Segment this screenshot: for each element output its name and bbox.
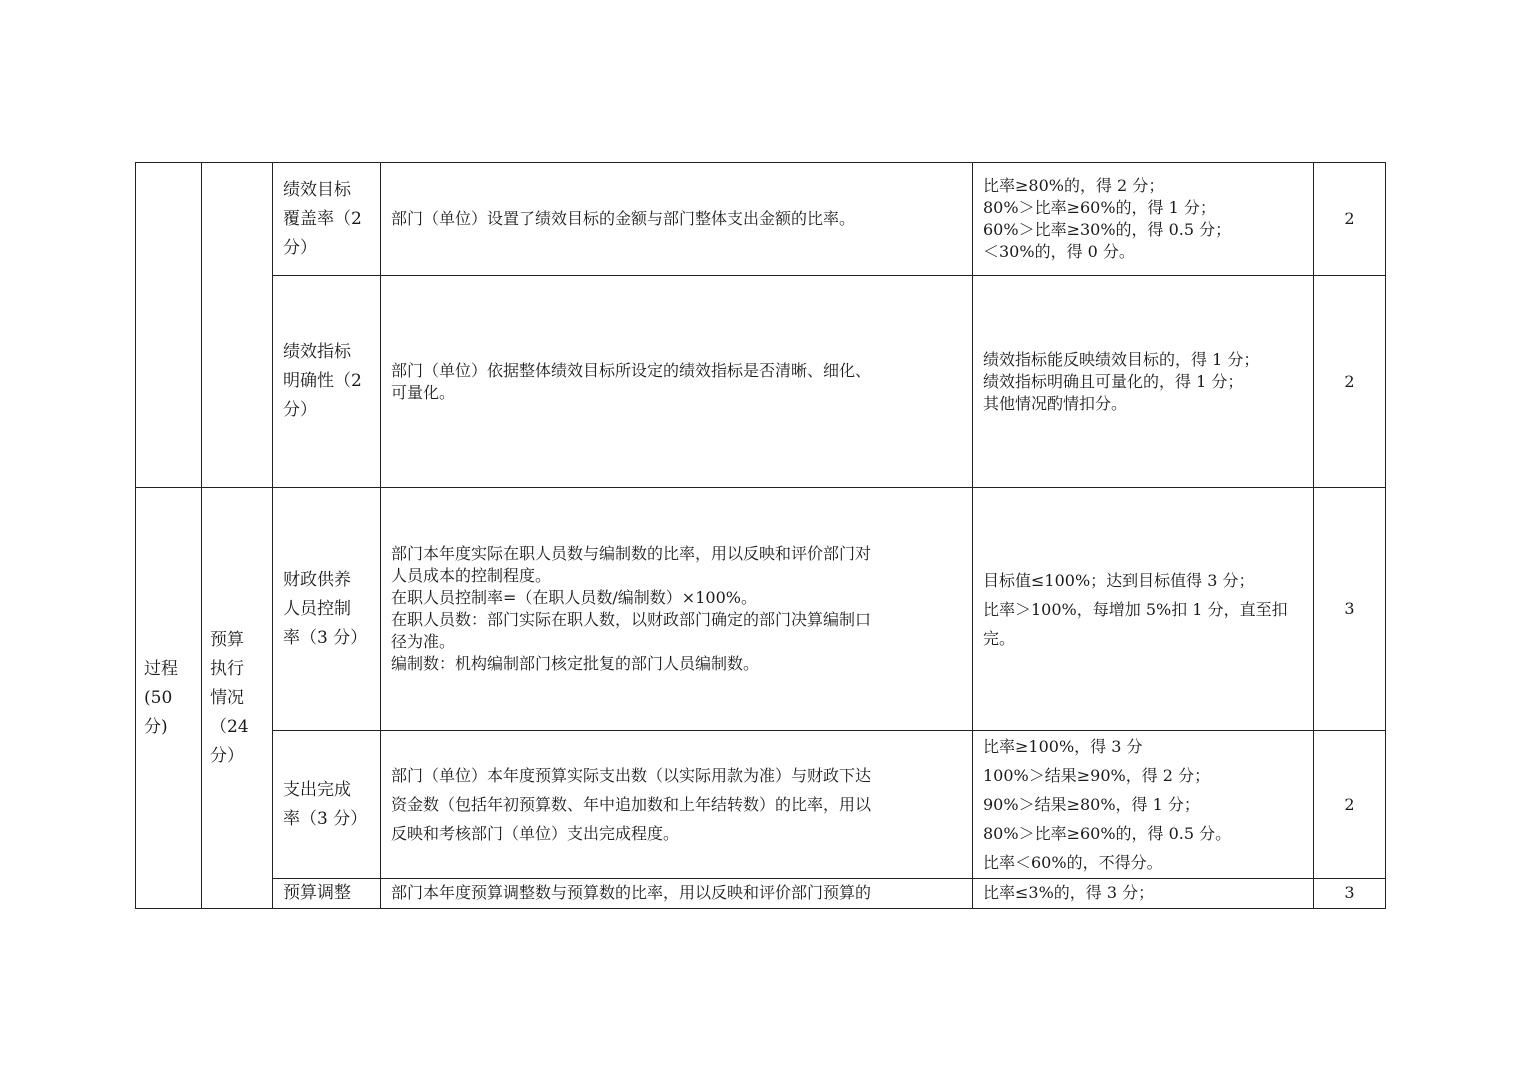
score-cell: 2 bbox=[1314, 163, 1386, 276]
criteria-text: 目标值≤100%；达到目标值得 3 分； bbox=[983, 570, 1255, 590]
category-cell bbox=[136, 488, 202, 909]
indicator-text: 人员控制 bbox=[283, 598, 351, 619]
description-text: 编制数：机构编制部门核定批复的部门人员编制数。 bbox=[391, 654, 760, 673]
criteria-text: 80%＞比率≥60%的，得 0.5 分。 bbox=[983, 824, 1232, 843]
criteria-text: 完。 bbox=[983, 628, 1016, 648]
indicator-text: 绩效指标 bbox=[283, 342, 351, 362]
table-row bbox=[136, 163, 1386, 276]
subcategory-text: 预算 bbox=[210, 629, 244, 650]
criteria-text: 绩效指标能反映绩效目标的，得 1 分； bbox=[983, 349, 1260, 369]
description-text: 在职人员数：部门实际在职人数，以财政部门确定的部门决算编制口 bbox=[391, 610, 872, 629]
indicator-cell bbox=[273, 163, 381, 276]
criteria-text: 其他情况酌情扣分。 bbox=[983, 393, 1128, 413]
table-row bbox=[136, 731, 1386, 879]
description-text: 部门（单位）设置了绩效目标的金额与部门整体支出金额的比率。 bbox=[391, 209, 856, 228]
table-row bbox=[136, 276, 1386, 488]
criteria-text: ＜30%的，得 0 分。 bbox=[983, 242, 1135, 261]
score-cell: 2 bbox=[1314, 731, 1386, 879]
criteria-cell bbox=[973, 488, 1314, 731]
score-cell: 3 bbox=[1314, 488, 1386, 731]
table-row bbox=[136, 488, 1386, 731]
criteria-cell bbox=[973, 163, 1314, 276]
criteria-text: 绩效指标明确且可量化的，得 1 分； bbox=[983, 371, 1244, 391]
criteria-text: 比率≥80%的，得 2 分； bbox=[983, 176, 1165, 195]
description-cell bbox=[381, 731, 973, 879]
indicator-text: 分） bbox=[283, 400, 317, 420]
indicator-cell bbox=[273, 276, 381, 488]
criteria-text: 比率≤3%的，得 3 分； bbox=[983, 883, 1155, 902]
evaluation-table bbox=[135, 162, 1386, 909]
description-text: 部门（单位）本年度预算实际支出数（以实际用款为准）与财政下达 bbox=[391, 766, 872, 785]
description-cell bbox=[381, 488, 973, 731]
description-text: 部门本年度实际在职人员数与编制数的比率，用以反映和评价部门对 bbox=[391, 544, 872, 563]
criteria-cell bbox=[973, 731, 1314, 879]
indicator-cell bbox=[273, 488, 381, 731]
criteria-text: 比率＞100%，每增加 5%扣 1 分，直至扣 bbox=[983, 599, 1288, 619]
description-text: 反映和考核部门（单位）支出完成程度。 bbox=[391, 824, 680, 843]
indicator-text: 分） bbox=[283, 237, 317, 258]
criteria-text: 100%＞结果≥90%，得 2 分； bbox=[983, 766, 1211, 785]
indicator-text: 预算调整 bbox=[283, 883, 351, 903]
subcategory-text: （24 bbox=[210, 716, 249, 737]
indicator-cell bbox=[273, 731, 381, 879]
indicator-text: 率（3 分） bbox=[283, 627, 368, 648]
indicator-text: 绩效目标 bbox=[283, 179, 351, 200]
description-cell bbox=[381, 163, 973, 276]
category-text: 分) bbox=[144, 716, 168, 737]
criteria-text: 60%＞比率≥30%的，得 0.5 分； bbox=[983, 220, 1232, 239]
category-text: (50 bbox=[144, 687, 173, 708]
subcategory-text: 执行 bbox=[210, 658, 244, 679]
indicator-text: 率（3 分） bbox=[283, 808, 368, 829]
indicator-text: 支出完成 bbox=[283, 779, 351, 800]
indicator-cell bbox=[273, 879, 381, 909]
description-text: 人员成本的控制程度。 bbox=[391, 566, 552, 585]
score-cell: 2 bbox=[1314, 276, 1386, 488]
subcategory-cell-empty bbox=[202, 163, 273, 488]
description-cell bbox=[381, 276, 973, 488]
subcategory-text: 分） bbox=[210, 745, 244, 766]
indicator-text: 明确性（2 bbox=[283, 371, 362, 391]
description-text: 在职人员控制率=（在职人员数/编制数）×100%。 bbox=[391, 588, 757, 607]
criteria-cell bbox=[973, 276, 1314, 488]
criteria-text: 比率≥100%，得 3 分 bbox=[983, 737, 1143, 756]
criteria-text: 比率＜60%的，不得分。 bbox=[983, 853, 1163, 872]
indicator-text: 覆盖率（2 bbox=[283, 208, 362, 229]
description-text: 部门本年度预算调整数与预算数的比率，用以反映和评价部门预算的 bbox=[391, 883, 872, 902]
category-text: 过程 bbox=[144, 658, 178, 679]
criteria-cell bbox=[973, 879, 1314, 909]
category-cell-empty bbox=[136, 163, 202, 488]
subcategory-cell bbox=[202, 488, 273, 909]
description-cell bbox=[381, 879, 973, 909]
description-text: 部门（单位）依据整体绩效目标所设定的绩效指标是否清晰、细化、 bbox=[391, 360, 872, 380]
subcategory-text: 情况 bbox=[210, 687, 244, 708]
score-cell: 3 bbox=[1314, 879, 1386, 909]
criteria-text: 90%＞结果≥80%，得 1 分； bbox=[983, 795, 1200, 814]
description-text: 可量化。 bbox=[391, 382, 456, 402]
indicator-text: 财政供养 bbox=[283, 569, 351, 590]
table-row bbox=[136, 879, 1386, 909]
description-text: 资金数（包括年初预算数、年中追加数和上年结转数）的比率，用以 bbox=[391, 795, 872, 814]
description-text: 径为准。 bbox=[391, 632, 456, 651]
criteria-text: 80%＞比率≥60%的，得 1 分； bbox=[983, 198, 1216, 217]
